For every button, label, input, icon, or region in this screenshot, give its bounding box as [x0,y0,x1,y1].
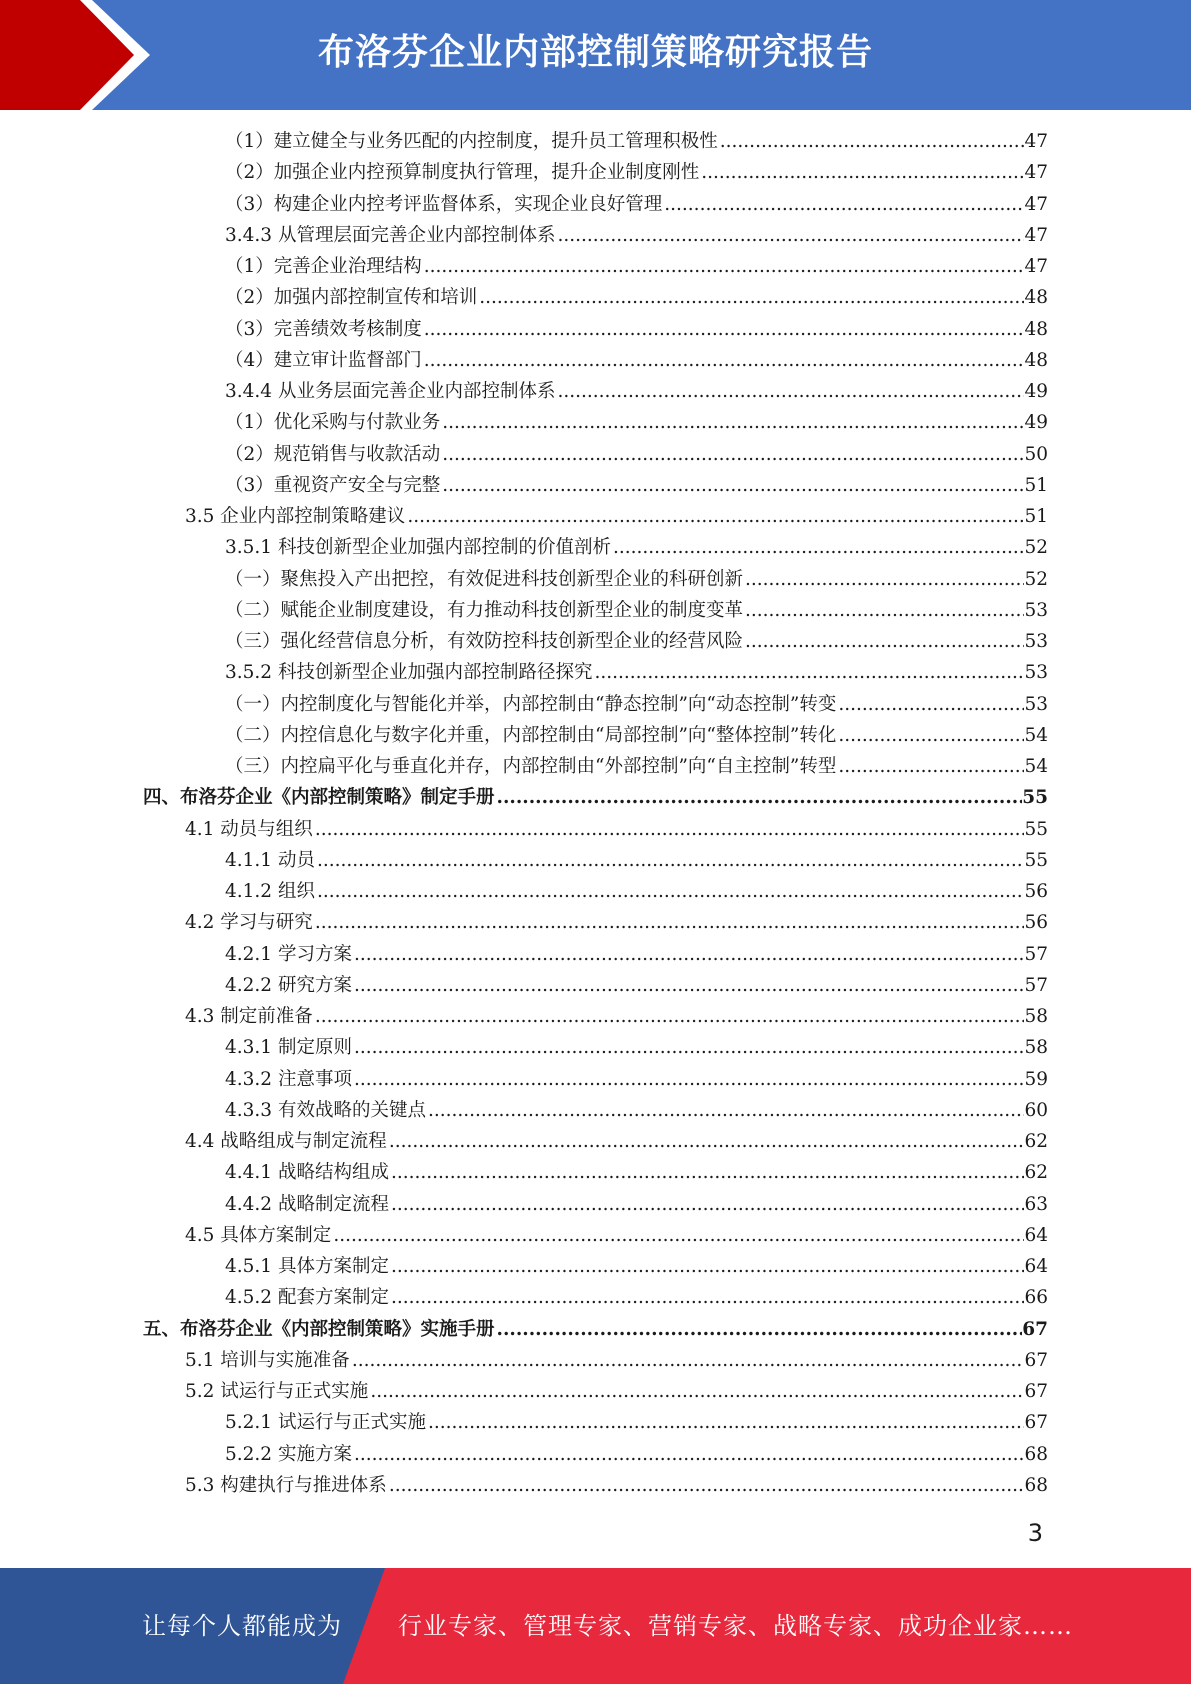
toc-entry[interactable] [225,596,1048,627]
toc-entry[interactable] [185,1377,1048,1408]
toc-entry-page: 55 [1024,819,1048,840]
toc-entry-label: （2）加强企业内控预算制度执行管理，提升企业制度刚性 [225,162,700,183]
toc-entry-page: 50 [1024,444,1048,465]
toc-entry-page: 58 [1024,1006,1048,1027]
toc-entry[interactable] [225,690,1048,721]
toc-entry-page: 54 [1024,725,1048,746]
toc-entry[interactable] [225,127,1048,158]
toc-entry-page: 67 [1024,1412,1048,1433]
toc-dot-leader [720,131,1025,152]
toc-dot-leader [497,1319,1023,1340]
toc-entry[interactable] [225,1033,1048,1064]
toc-entry-label: 3.4.4 从业务层面完善企业内部控制体系 [225,381,556,402]
toc-dot-leader [315,912,1025,933]
toc-entry[interactable] [225,1252,1048,1283]
toc-entry[interactable] [185,815,1048,846]
toc-entry-page: 64 [1024,1256,1048,1277]
toc-entry[interactable] [225,346,1048,377]
toc-dot-leader [701,162,1024,183]
toc-dot-leader [664,194,1024,215]
toc-entry-label: 4.4 战略组成与制定流程 [185,1131,387,1152]
toc-entry-page: 52 [1024,537,1048,558]
toc-entry-page: 51 [1024,475,1048,496]
toc-entry-page: 58 [1024,1037,1048,1058]
toc-dot-leader [442,444,1024,465]
toc-entry-page: 47 [1024,194,1048,215]
toc-entry[interactable] [225,1096,1048,1127]
toc-entry-page: 57 [1024,944,1048,965]
toc-entry-page: 64 [1024,1225,1048,1246]
toc-entry-label: 4.3 制定前准备 [185,1006,313,1027]
page-header [0,0,1191,110]
toc-entry-label: （1）建立健全与业务匹配的内控制度，提升员工管理积极性 [225,131,718,152]
toc-dot-leader [317,850,1025,871]
toc-dot-leader [354,975,1025,996]
toc-entry[interactable] [225,1440,1048,1471]
toc-entry-page: 60 [1024,1100,1048,1121]
toc-entry[interactable] [225,721,1048,752]
toc-dot-leader [745,600,1024,621]
toc-entry-label: （4）建立审计监督部门 [225,350,422,371]
footer-slogan: 让每个人都能成为 [142,1612,342,1640]
toc-entry-label: （2）规范销售与收款活动 [225,444,441,465]
toc-entry[interactable] [225,533,1048,564]
toc-entry-label: 3.5.1 科技创新型企业加强内部控制的价值剖析 [225,537,611,558]
footer-roles: 行业专家、管理专家、营销专家、战略专家、成功企业家…… [398,1612,1073,1640]
toc-entry-label: 5.1 培训与实施准备 [185,1350,350,1371]
toc-entry-page: 53 [1024,600,1048,621]
toc-entry-label: 4.5 具体方案制定 [185,1225,332,1246]
toc-entry-label: （三）强化经营信息分析，有效防控科技创新型企业的经营风险 [225,631,744,652]
toc-entry-page: 49 [1024,412,1048,433]
toc-entry-page: 47 [1024,131,1048,152]
toc-dot-leader [354,1444,1025,1465]
toc-entry-label: （二）内控信息化与数字化并重，内部控制由“局部控制”向“整体控制”转化 [225,725,837,746]
toc-dot-leader [391,1287,1024,1308]
toc-entry[interactable] [185,1346,1048,1377]
toc-entry-page: 48 [1024,350,1048,371]
toc-dot-leader [352,1350,1025,1371]
toc-dot-leader [442,475,1024,496]
toc-dot-leader [315,819,1025,840]
toc-entry[interactable] [225,1283,1048,1314]
toc-dot-leader [613,537,1024,558]
toc-dot-leader [838,756,1024,777]
toc-entry-page: 55 [1024,850,1048,871]
toc-entry-label: 4.3.2 注意事项 [225,1069,352,1090]
toc-entry-page: 57 [1024,975,1048,996]
toc-dot-leader [442,412,1024,433]
toc-entry-label: 4.1 动员与组织 [185,819,313,840]
toc-entry-page: 52 [1024,569,1048,590]
toc-entry-label: 5.2.1 试运行与正式实施 [225,1412,426,1433]
toc-entry-label: （2）加强内部控制宣传和培训 [225,287,478,308]
toc-entry[interactable] [185,1471,1048,1502]
toc-dot-leader [389,1131,1025,1152]
toc-entry-page: 55 [1022,787,1048,808]
toc-entry-page: 47 [1024,256,1048,277]
toc-entry-page: 51 [1024,506,1048,527]
toc-entry[interactable] [225,565,1048,596]
toc-entry-label: （1）完善企业治理结构 [225,256,422,277]
toc-entry[interactable] [185,1127,1048,1158]
toc-entry-label: 5.2.2 实施方案 [225,1444,352,1465]
toc-entry[interactable] [225,627,1048,658]
toc-entry-page: 47 [1024,162,1048,183]
toc-entry-page: 67 [1024,1381,1048,1402]
toc-entry-page: 68 [1024,1444,1048,1465]
toc-entry-page: 62 [1024,1131,1048,1152]
toc-entry[interactable] [225,877,1048,908]
toc-dot-leader [354,944,1025,965]
toc-entry[interactable] [225,315,1048,346]
toc-entry[interactable] [225,440,1048,471]
toc-entry-label: （二）赋能企业制度建设，有力推动科技创新型企业的制度变革 [225,600,744,621]
toc-entry[interactable] [225,283,1048,314]
toc-dot-leader [354,1037,1025,1058]
toc-entry-label: 4.4.2 战略制定流程 [225,1194,389,1215]
toc-entry-label: 4.3.3 有效战略的关键点 [225,1100,426,1121]
toc-entry-page: 67 [1024,1350,1048,1371]
toc-entry-page: 47 [1024,225,1048,246]
toc-entry-label: 3.4.3 从管理层面完善企业内部控制体系 [225,225,556,246]
toc-entry[interactable] [225,221,1048,252]
toc-entry-page: 63 [1024,1194,1048,1215]
toc-entry[interactable] [225,971,1048,1002]
toc-dot-leader [745,631,1024,652]
toc-entry-page: 67 [1022,1319,1048,1340]
toc-entry-page: 53 [1024,694,1048,715]
toc-entry-label: （三）内控扁平化与垂直化并存，内部控制由“外部控制”向“自主控制”转型 [225,756,837,777]
toc-entry-page: 59 [1024,1069,1048,1090]
toc-entry-label: （3）构建企业内控考评监督体系，实现企业良好管理 [225,194,663,215]
toc-dot-leader [389,1475,1025,1496]
toc-entry-label: 5.2 试运行与正式实施 [185,1381,369,1402]
toc-dot-leader [407,506,1024,527]
toc-dot-leader [370,1381,1024,1402]
toc-entry-page: 48 [1024,319,1048,340]
toc-entry-page: 68 [1024,1475,1048,1496]
toc-dot-leader [838,725,1024,746]
toc-dot-leader [333,1225,1024,1246]
toc-chapter-entry[interactable] [143,1315,1048,1346]
toc-entry-page: 66 [1024,1287,1048,1308]
toc-entry[interactable] [225,752,1048,783]
toc-dot-leader [391,1256,1024,1277]
toc-entry-label: 4.2 学习与研究 [185,912,313,933]
toc-entry-page: 48 [1024,287,1048,308]
toc-chapter-entry[interactable] [143,783,1048,814]
toc-entry[interactable] [185,1221,1048,1252]
toc-entry-label: 五、布洛芬企业《内部控制策略》实施手册 [143,1319,495,1340]
toc-dot-leader [391,1194,1024,1215]
toc-entry-label: 3.5.2 科技创新型企业加强内部控制路径探究 [225,662,593,683]
toc-entry[interactable] [225,252,1048,283]
toc-dot-leader [479,287,1024,308]
toc-entry-label: （3）重视资产安全与完整 [225,475,441,496]
toc-dot-leader [594,662,1024,683]
toc-entry-label: 5.3 构建执行与推进体系 [185,1475,387,1496]
toc-entry[interactable] [225,1158,1048,1189]
toc-dot-leader [428,1100,1024,1121]
toc-entry-label: 3.5 企业内部控制策略建议 [185,506,406,527]
toc-entry-page: 49 [1024,381,1048,402]
toc-entry[interactable] [185,1002,1048,1033]
toc-entry-label: 4.1.2 组织 [225,881,315,902]
toc-dot-leader [424,256,1025,277]
toc-dot-leader [391,1162,1024,1183]
toc-entry[interactable] [225,658,1048,689]
toc-entry-label: 4.5.2 配套方案制定 [225,1287,389,1308]
toc-entry-page: 54 [1024,756,1048,777]
toc-entry[interactable] [225,377,1048,408]
toc-entry-label: 4.3.1 制定原则 [225,1037,352,1058]
toc-entry-label: （一）聚焦投入产出把控，有效促进科技创新型企业的科研创新 [225,569,744,590]
toc-entry-label: 4.1.1 动员 [225,850,315,871]
toc-entry-label: 4.2.2 研究方案 [225,975,352,996]
toc-dot-leader [838,694,1024,715]
toc-dot-leader [428,1412,1024,1433]
toc-entry[interactable] [225,190,1048,221]
page-number: 3 [1027,1519,1043,1547]
toc-entry-page: 62 [1024,1162,1048,1183]
toc-entry[interactable] [225,940,1048,971]
toc-entry[interactable] [185,908,1048,939]
toc-entry-page: 56 [1024,912,1048,933]
toc-dot-leader [557,381,1024,402]
toc-dot-leader [745,569,1024,590]
toc-dot-leader [557,225,1024,246]
document-title: 布洛芬企业内部控制策略研究报告 [317,32,873,73]
toc-entry-label: 4.4.1 战略结构组成 [225,1162,389,1183]
toc-entry[interactable] [225,1065,1048,1096]
toc-entry[interactable] [225,1190,1048,1221]
toc-entry-label: 4.2.1 学习方案 [225,944,352,965]
toc-entry[interactable] [225,158,1048,189]
toc-dot-leader [315,1006,1025,1027]
toc-dot-leader [317,881,1025,902]
page-footer [0,1568,1191,1684]
toc-entry[interactable] [225,846,1048,877]
toc-entry[interactable] [225,471,1048,502]
toc-dot-leader [424,350,1025,371]
toc-entry-label: （3）完善绩效考核制度 [225,319,422,340]
toc-entry-page: 53 [1024,662,1048,683]
toc-entry-label: （1）优化采购与付款业务 [225,412,441,433]
toc-entry[interactable] [225,1408,1048,1439]
toc-entry[interactable] [225,408,1048,439]
toc-entry-label: （一）内控制度化与智能化并举，内部控制由“静态控制”向“动态控制”转变 [225,694,837,715]
toc-entry-label: 四、布洛芬企业《内部控制策略》制定手册 [143,787,495,808]
toc-dot-leader [424,319,1025,340]
toc-entry-page: 53 [1024,631,1048,652]
toc-dot-leader [497,787,1023,808]
toc-entry-label: 4.5.1 具体方案制定 [225,1256,389,1277]
toc-entry[interactable] [185,502,1048,533]
toc-dot-leader [354,1069,1025,1090]
toc-entry-page: 56 [1024,881,1048,902]
